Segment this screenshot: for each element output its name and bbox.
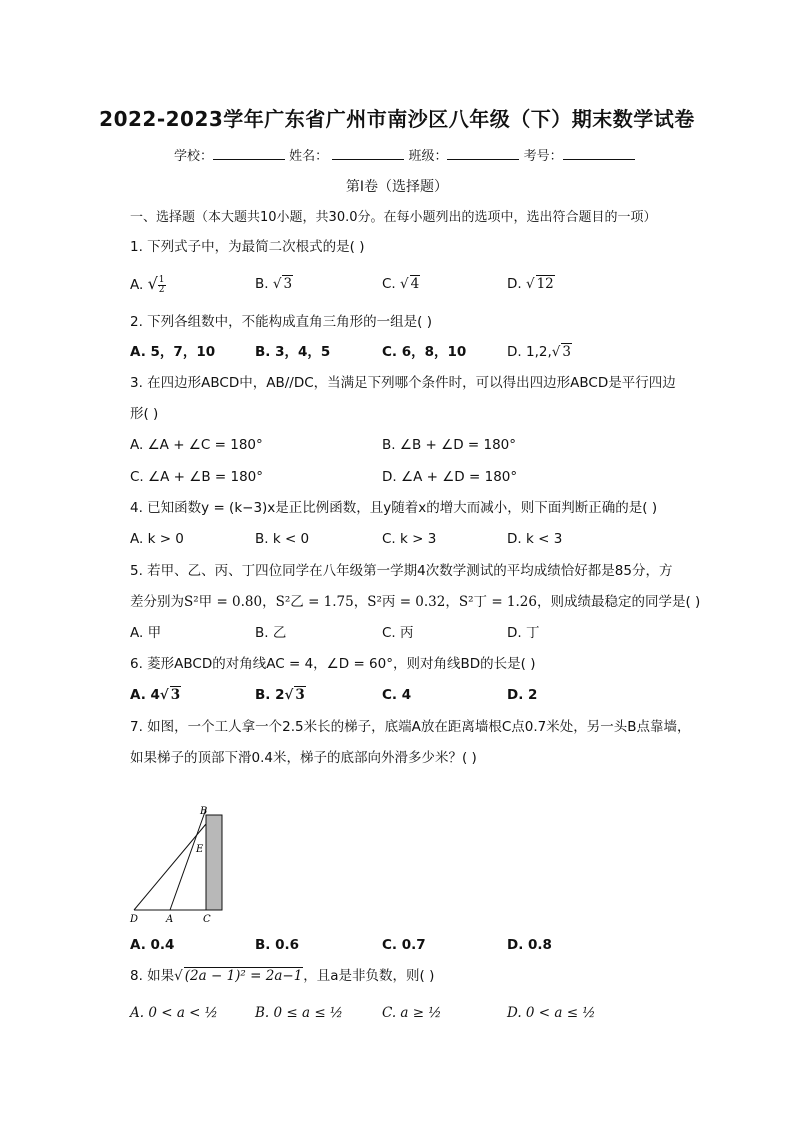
q2-option-d[interactable]: D. 1,2,√ 3 <box>507 344 571 360</box>
q4-option-c[interactable]: C. k > 3 <box>382 531 437 547</box>
q7-option-c[interactable]: C. 0.7 <box>382 937 426 953</box>
exam-no-blank[interactable] <box>563 147 635 160</box>
q4-option-a[interactable]: A. k > 0 <box>130 531 184 547</box>
q1-option-c[interactable]: C. √ 4 <box>382 276 420 292</box>
part-label: 第I卷（选择题） <box>345 179 449 195</box>
question-2-stem: 2. 下列各组数中，不能构成直角三角形的一组是( ) <box>130 314 432 330</box>
q7-option-d[interactable]: D. 0.8 <box>507 937 552 953</box>
q1-option-a[interactable]: A. √ $\frac{1}{2}$ <box>130 274 165 295</box>
name-label: 姓名： <box>289 149 329 164</box>
label-c: C <box>203 914 211 925</box>
school-blank[interactable] <box>213 147 285 160</box>
q1-option-b[interactable]: B. √ 3 <box>255 276 293 292</box>
q4-option-d[interactable]: D. k < 3 <box>507 531 563 547</box>
wall-rect <box>206 815 222 910</box>
q5-option-b[interactable]: B. 乙 <box>255 625 287 641</box>
q2-option-c[interactable]: C. 6，8，10 <box>382 344 467 360</box>
section-header: 一、选择题（本大题共10小题，共30.0分。在每小题列出的选项中，选出符合题目的一项） <box>130 210 657 225</box>
school-label: 学校： <box>174 149 214 164</box>
q2-option-a[interactable]: A. 5，7，10 <box>130 344 216 360</box>
q2-option-b[interactable]: B. 3，4，5 <box>255 344 331 360</box>
class-label: 班级： <box>408 149 448 164</box>
label-d: D <box>130 914 139 925</box>
label-e: E <box>196 844 204 855</box>
q8-option-a[interactable]: A. 0 < a < ½ <box>130 1005 218 1021</box>
question-6-stem: 6. 菱形ABCD的对角线AC = 4，∠D = 60°，则对角线BD的长是( ) <box>130 656 536 672</box>
question-7-stem-line2: 如果梯子的顶部下滑0.4米，梯子的底部向外滑多少米？( ) <box>130 750 477 766</box>
q8-option-b[interactable]: B. 0 ≤ a ≤ ½ <box>255 1005 344 1021</box>
question-3-stem-line1: 3. 在四边形ABCD中，AB//DC，当满足下列哪个条件时，可以得出四边形ABCD是平行四边 <box>130 375 676 391</box>
question-5-stem-line2: 差分别为S²甲 = 0.80，S²乙 = 1.75，S²丙 = 0.32，S²丁 = 1.26，则成绩最稳定的同学是( ) <box>130 594 701 610</box>
q3-option-d[interactable]: D. ∠A + ∠D = 180° <box>382 469 518 485</box>
question-3-stem-line2: 形( ) <box>130 406 159 422</box>
exam-title: 2022-2023学年广东省广州市南沙区八年级（下）期末数学试卷 <box>99 107 695 131</box>
ladder-original <box>170 809 206 910</box>
q1-option-d[interactable]: D. √ 12 <box>507 276 554 292</box>
q3-option-c[interactable]: C. ∠A + ∠B = 180° <box>130 469 264 485</box>
q3-option-a[interactable]: A. ∠A + ∠C = 180° <box>130 437 263 453</box>
question-5-stem-line1: 5. 若甲、乙、丙、丁四位同学在八年级第一学期4次数学测试的平均成绩恰好都是85分，方 <box>130 563 673 579</box>
q7-option-b[interactable]: B. 0.6 <box>255 937 300 953</box>
question-1-stem: 1. 下列式子中，为最简二次根式的是( ) <box>130 239 365 255</box>
q6-option-c[interactable]: C. 4 <box>382 687 412 703</box>
q6-option-b[interactable]: B. 2√ 3 <box>255 687 305 703</box>
class-blank[interactable] <box>447 147 519 160</box>
q8-option-c[interactable]: C. a ≥ ½ <box>382 1005 442 1021</box>
q5-option-d[interactable]: D. 丁 <box>507 625 540 641</box>
ladder-figure <box>128 800 238 928</box>
label-b: B <box>200 806 208 817</box>
label-a: A <box>166 914 174 925</box>
question-4-stem: 4. 已知函数y = (k−3)x是正比例函数，且y随着x的增大而减小，则下面判断正确的是( ) <box>130 500 658 516</box>
q8-option-d[interactable]: D. 0 < a ≤ ½ <box>507 1005 596 1021</box>
ladder-slid <box>134 824 206 910</box>
q3-option-b[interactable]: B. ∠B + ∠D = 180° <box>382 437 517 453</box>
q7-option-a[interactable]: A. 0.4 <box>130 937 175 953</box>
name-blank[interactable] <box>332 147 404 160</box>
question-7-stem-line1: 7. 如图，一个工人拿一个2.5米长的梯子，底端A放在距离墙根C点0.7米处，另一头B点靠墙， <box>130 719 691 735</box>
exam-no-label: 考号： <box>523 149 563 164</box>
student-info-line <box>174 145 635 164</box>
q5-option-c[interactable]: C. 丙 <box>382 625 414 641</box>
question-8-stem: 8. 如果√ (2a − 1)² = 2a−1，且a是非负数，则( ) <box>130 968 435 984</box>
q6-option-d[interactable]: D. 2 <box>507 687 538 703</box>
q5-option-a[interactable]: A. 甲 <box>130 625 162 641</box>
q6-option-a[interactable]: A. 4√ 3 <box>130 687 181 703</box>
q4-option-b[interactable]: B. k < 0 <box>255 531 310 547</box>
